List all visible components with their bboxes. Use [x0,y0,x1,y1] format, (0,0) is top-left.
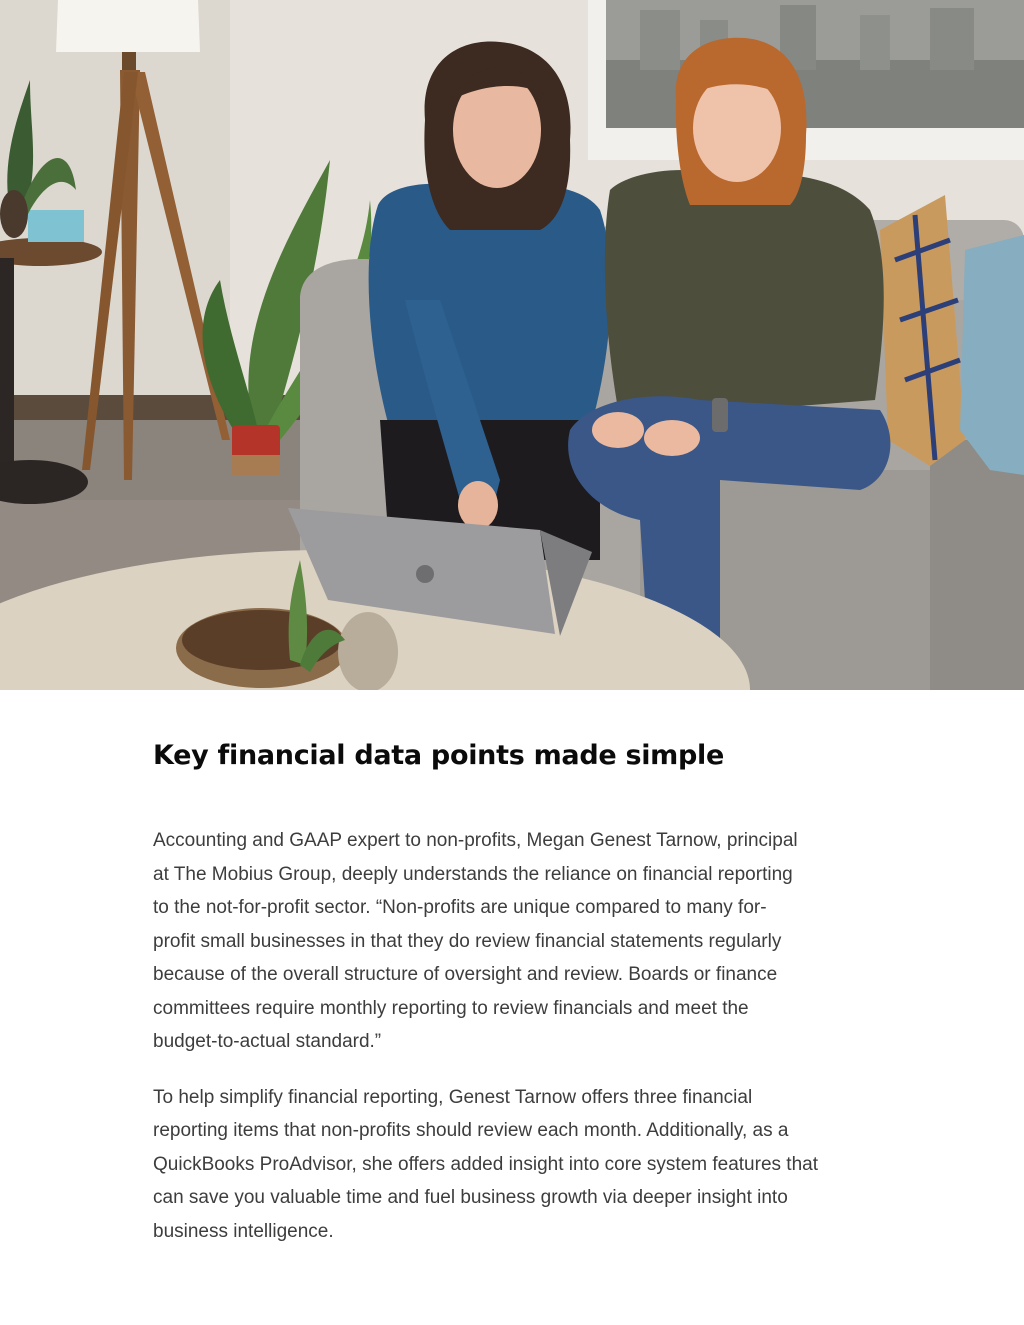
paragraph-line: committees require monthly reporting to review financials and meet the [153,997,749,1019]
article-section [153,737,878,1248]
paragraph-line: profit small businesses in that they do review financial statements regularly [153,930,782,952]
paragraph-line: reporting items that non-profits should review each month. Additionally, as a [153,1120,789,1141]
paragraph-line: business intelligence. [153,1220,334,1242]
paragraph-line: at The Mobius Group, deeply understands the reliance on financial reporting [153,863,793,885]
paragraph-line: QuickBooks ProAdvisor, she offers added insight into core system features that [153,1153,818,1175]
paragraph-line: budget-to-actual standard.” [153,1031,382,1052]
paragraph-line: can save you valuable time and fuel business growth via deeper insight into [153,1187,788,1208]
paragraph-intro [153,824,878,1059]
paragraph-line: To help simplify financial reporting, Genest Tarnow offers three financial [153,1086,753,1108]
paragraph-summary [153,1081,878,1249]
paragraph-line: to the not-for-profit sector. “Non-profits are unique compared to many for- [153,897,767,918]
article-heading: Key financial data points made simple [153,740,725,771]
paragraph-line: Accounting and GAAP expert to non-profits, Megan Genest Tarnow, principal [153,830,798,851]
paragraph-line: because of the overall structure of oversight and review. Boards or finance [153,964,778,985]
